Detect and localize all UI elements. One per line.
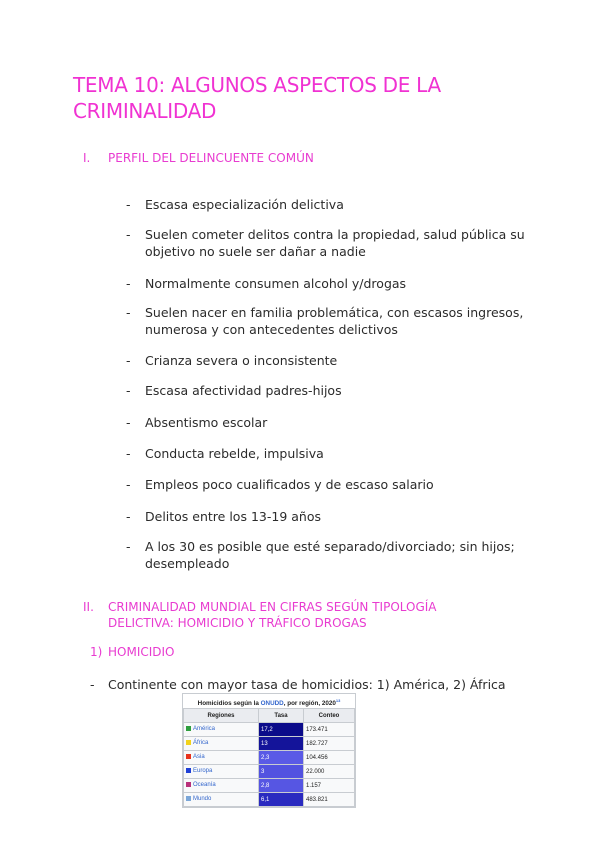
table-caption bbox=[183, 694, 355, 708]
bullet-text: Conducta rebelde, impulsiva bbox=[145, 446, 324, 461]
region-cell[interactable] bbox=[184, 793, 259, 807]
region-color-swatch bbox=[186, 726, 191, 731]
bullet-text: Suelen nacer en familia problemática, con escasos ingresos, numerosa y con antecedentes delictivos bbox=[145, 305, 524, 337]
region-color-swatch bbox=[186, 782, 191, 787]
list-item bbox=[126, 382, 526, 399]
subsection-title: HOMICIDIO bbox=[108, 645, 175, 659]
caption-text: Homicidios según la bbox=[197, 700, 261, 708]
bullet-text: Escasa afectividad padres-hijos bbox=[145, 383, 342, 398]
list-item bbox=[126, 196, 526, 213]
region-cell[interactable] bbox=[184, 751, 259, 765]
conteo-cell: 104.456 bbox=[304, 751, 355, 765]
region-color-swatch bbox=[186, 740, 191, 745]
section-title: CRIMINALIDAD MUNDIAL EN CIFRAS SEGÚN TIPOLOGÍA DELICTIVA: HOMICIDIO Y TRÁFICO DROGAS bbox=[108, 600, 437, 630]
section-heading-2 bbox=[83, 599, 483, 633]
list-item bbox=[126, 508, 526, 525]
table-row bbox=[184, 793, 355, 807]
table-row bbox=[184, 737, 355, 751]
region-name[interactable]: Oceanía bbox=[193, 782, 216, 789]
list-item bbox=[126, 476, 526, 493]
region-color-swatch bbox=[186, 796, 191, 801]
caption-text: , por región, 2020 bbox=[283, 700, 336, 708]
list-item bbox=[126, 275, 526, 292]
list-item bbox=[126, 304, 526, 338]
bullet-dash: - bbox=[126, 539, 131, 554]
bullet-text: Suelen cometer delitos contra la propiedad, salud pública su objetivo no suele ser dañar a nadie bbox=[145, 227, 525, 259]
bullet-text: Crianza severa o inconsistente bbox=[145, 353, 338, 368]
region-color-swatch bbox=[186, 754, 191, 759]
bullet-dash: - bbox=[126, 415, 131, 430]
section-title: PERFIL DEL DELINCUENTE COMÚN bbox=[108, 151, 314, 165]
subsection-number: 1) bbox=[90, 645, 103, 659]
onudd-link[interactable]: ONUDD bbox=[260, 700, 284, 708]
bullet-dash: - bbox=[90, 677, 95, 692]
bullet-dash: - bbox=[126, 446, 131, 461]
table-row bbox=[184, 723, 355, 737]
region-name[interactable]: Asia bbox=[193, 754, 205, 761]
bullet-dash: - bbox=[126, 477, 131, 492]
region-name[interactable]: América bbox=[193, 726, 216, 733]
col-header-conteo[interactable]: Conteo bbox=[304, 709, 355, 723]
section-number: I. bbox=[83, 151, 91, 165]
tasa-cell: 6,1 bbox=[259, 793, 304, 807]
bullet-dash: - bbox=[126, 197, 131, 212]
bullet-dash: - bbox=[126, 227, 131, 242]
continent-text: Continente con mayor tasa de homicidios: 1) América, 2) África bbox=[108, 677, 506, 692]
reference-link[interactable]: 13 bbox=[335, 698, 341, 703]
col-header-regiones[interactable]: Regiones bbox=[184, 709, 259, 723]
list-item bbox=[126, 226, 526, 260]
region-cell[interactable] bbox=[184, 779, 259, 793]
bullet-text: Empleos poco cualificados y de escaso salario bbox=[145, 477, 434, 492]
bullet-text: Normalmente consumen alcohol y/drogas bbox=[145, 276, 407, 291]
region-cell[interactable] bbox=[184, 737, 259, 751]
tasa-cell: 17,2 bbox=[259, 723, 304, 737]
tasa-cell: 13 bbox=[259, 737, 304, 751]
table-row bbox=[184, 751, 355, 765]
bullet-dash: - bbox=[126, 353, 131, 368]
bullet-text: Delitos entre los 13-19 años bbox=[145, 509, 321, 524]
list-item bbox=[126, 538, 526, 572]
table-row bbox=[184, 779, 355, 793]
bullet-text: Escasa especialización delictiva bbox=[145, 197, 344, 212]
bullet-text: Absentismo escolar bbox=[145, 415, 268, 430]
col-header-tasa[interactable]: Tasa bbox=[259, 709, 304, 723]
conteo-cell: 1.157 bbox=[304, 779, 355, 793]
region-name[interactable]: Mundo bbox=[193, 796, 212, 803]
region-name[interactable]: Europa bbox=[193, 768, 213, 775]
bullet-dash: - bbox=[126, 305, 131, 320]
list-item bbox=[126, 414, 526, 431]
conteo-cell: 483.821 bbox=[304, 793, 355, 807]
bullet-dash: - bbox=[126, 383, 131, 398]
page-title: TEMA 10: ALGUNOS ASPECTOS DE LA CRIMINALIDAD bbox=[73, 73, 441, 123]
conteo-cell: 182.727 bbox=[304, 737, 355, 751]
tasa-cell: 2,3 bbox=[259, 751, 304, 765]
table-body bbox=[184, 723, 355, 807]
region-name[interactable]: África bbox=[193, 740, 209, 747]
tasa-cell: 3 bbox=[259, 765, 304, 779]
list-item bbox=[126, 445, 526, 462]
region-cell[interactable] bbox=[184, 723, 259, 737]
region-cell[interactable] bbox=[184, 765, 259, 779]
region-color-swatch bbox=[186, 768, 191, 773]
conteo-cell: 173.471 bbox=[304, 723, 355, 737]
list-item bbox=[126, 352, 526, 369]
homicide-table bbox=[182, 693, 356, 808]
tasa-cell: 2,8 bbox=[259, 779, 304, 793]
bullet-dash: - bbox=[126, 276, 131, 291]
bullet-dash: - bbox=[126, 509, 131, 524]
bullet-text: A los 30 es posible que esté separado/divorciado; sin hijos; desempleado bbox=[145, 539, 515, 571]
conteo-cell: 22.000 bbox=[304, 765, 355, 779]
section-number: II. bbox=[83, 600, 94, 614]
table-row bbox=[184, 765, 355, 779]
